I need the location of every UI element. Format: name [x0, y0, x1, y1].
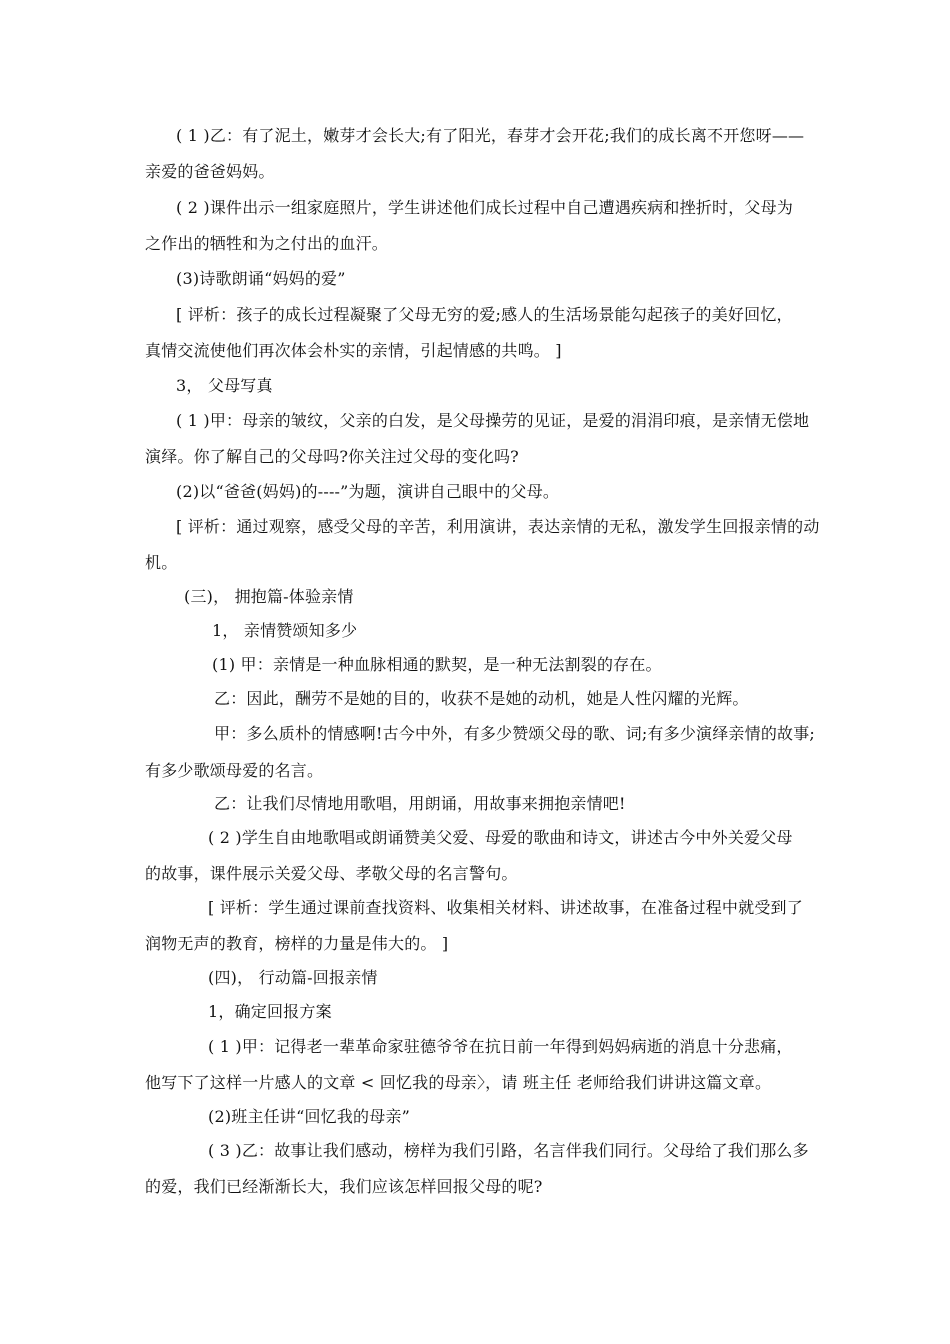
- text-line: (2)班主任讲“回忆我的母亲”: [208, 1107, 411, 1126]
- text-line: 演绎。你了解自己的父母吗?你关注过父母的变化吗?: [145, 447, 519, 466]
- text-line: [ 评析：孩子的成长过程凝聚了父母无穷的爱;感人的生活场景能勾起孩子的美好回忆，: [176, 305, 793, 324]
- text-line: (3)诗歌朗诵“妈妈的爱”: [176, 269, 346, 288]
- section-heading: (三)， 拥抱篇-体验亲情: [184, 587, 354, 606]
- text-line: ( 1 )乙：有了泥土，嫩芽才会长大;有了阳光，春芽才会开花;我们的成长离不开您呀——: [176, 126, 805, 145]
- text-line: 乙：让我们尽情地用歌唱，用朗诵，用故事来拥抱亲情吧!: [214, 794, 626, 813]
- text-line: ( 2 )学生自由地歌唱或朗诵赞美父爱、母爱的歌曲和诗文，讲述古今中外关爱父母: [208, 828, 793, 847]
- section-heading: (四)， 行动篇-回报亲情: [208, 968, 378, 987]
- subsection-heading: 1，确定回报方案: [208, 1002, 332, 1021]
- text-line: [ 评析：通过观察，感受父母的辛苦，利用演讲，表达亲情的无私，激发学生回报亲情的动: [176, 517, 820, 536]
- text-line: 他写下了这样一片感人的文章 < 回忆我的母亲〉，请 班主任 老师给我们讲讲这篇文章。: [145, 1073, 772, 1092]
- text-line: 润物无声的教育，榜样的力量是伟大的。 ]: [145, 934, 449, 953]
- text-line: (1) 甲：亲情是一种血脉相通的默契，是一种无法割裂的存在。: [212, 655, 662, 674]
- text-line: ( 1 )甲：记得老一辈革命家驻德爷爷在抗日前一年得到妈妈病逝的消息十分悲痛，: [208, 1037, 793, 1056]
- text-line: 机。: [145, 553, 178, 572]
- text-line: 的故事，课件展示关爱父母、孝敬父母的名言警句。: [145, 864, 518, 883]
- text-line: 有多少歌颂母爱的名言。: [145, 761, 324, 780]
- text-line: 的爱，我们已经渐渐长大，我们应该怎样回报父母的呢?: [145, 1177, 543, 1196]
- text-line: ( 2 )课件出示一组家庭照片，学生讲述他们成长过程中自己遭遇疾病和挫折时，父母为: [176, 198, 794, 217]
- text-line: ( 3 )乙：故事让我们感动，榜样为我们引路，名言伴我们同行。父母给了我们那么多: [208, 1141, 809, 1160]
- text-line: [ 评析：学生通过课前查找资料、收集相关材料、讲述故事，在准备过程中就受到了: [208, 898, 803, 917]
- text-line: 真情交流使他们再次体会朴实的亲情，引起情感的共鸣。 ]: [145, 341, 562, 360]
- text-line: 甲：多么质朴的情感啊!古今中外，有多少赞颂父母的歌、词;有多少演绎亲情的故事;: [214, 724, 816, 743]
- text-line: 乙：因此，酬劳不是她的目的，收获不是她的动机，她是人性闪耀的光辉。: [214, 689, 749, 708]
- subsection-heading: 1， 亲情赞颂知多少: [212, 621, 358, 640]
- text-line: 之作出的牺牲和为之付出的血汗。: [145, 234, 389, 253]
- text-line: (2)以“爸爸(妈妈)的----”为题，演讲自己眼中的父母。: [176, 482, 560, 501]
- text-line: 3， 父母写真: [176, 376, 273, 395]
- text-line: 亲爱的爸爸妈妈。: [145, 162, 275, 181]
- text-line: ( 1 )甲：母亲的皱纹，父亲的白发，是父母操劳的见证，是爱的涓涓印痕，是亲情无偿地: [176, 411, 810, 430]
